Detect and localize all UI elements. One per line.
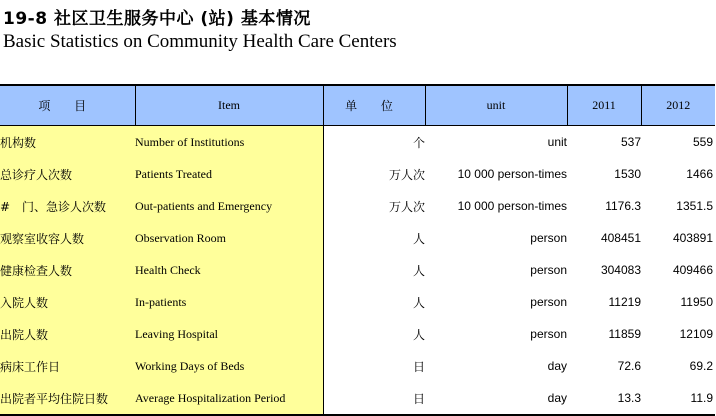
row-value-2011: 1530 <box>614 167 641 181</box>
row-unit-chinese: 日 <box>412 359 425 374</box>
table-header-row <box>0 85 715 126</box>
row-unit-chinese: 日 <box>323 382 425 415</box>
row-unit-english: person <box>530 327 567 341</box>
row-unit-english: day <box>425 382 567 415</box>
row-value-2011: 72.6 <box>617 359 641 373</box>
table-row <box>0 382 715 415</box>
row-name-english: Leaving Hospital <box>135 318 323 350</box>
row-unit-chinese: 万人次 <box>388 199 425 214</box>
table-row <box>0 126 715 159</box>
row-name-chinese: 出院人数 <box>0 318 135 350</box>
row-value-2011: 13.3 <box>567 382 641 415</box>
table-row <box>0 318 715 350</box>
row-name-chinese: # 门、急诊人次数 <box>0 190 135 222</box>
row-value-2012: 12109 <box>679 327 713 341</box>
row-name-english: Observation Room <box>135 222 323 254</box>
row-unit-chinese: 人 <box>412 327 425 342</box>
row-unit-chinese: 人 <box>412 295 425 310</box>
row-value-2011: 408451 <box>600 231 641 245</box>
row-value-2012: 1351.5 <box>676 199 713 213</box>
header-year-2012: 2012 <box>641 85 715 126</box>
row-name-chinese: 观察室收容人数 <box>0 222 135 254</box>
header-unit-chinese: 单 位 <box>323 85 425 126</box>
row-value-2011: 537 <box>620 135 641 149</box>
row-name-english: Average Hospitalization Period <box>135 382 323 415</box>
row-name-english: Health Check <box>135 254 323 286</box>
row-unit-english: person <box>530 231 567 245</box>
row-unit-english: person <box>530 263 567 277</box>
row-name-english: In-patients <box>135 286 323 318</box>
header-unit-english: unit <box>425 85 567 126</box>
row-value-2012: 11.9 <box>641 382 715 415</box>
row-value-2011: 11219 <box>608 295 641 309</box>
row-name-chinese: 入院人数 <box>0 286 135 318</box>
table-row <box>0 350 715 382</box>
row-name-english: Out-patients and Emergency <box>135 190 323 222</box>
table-row <box>0 190 715 222</box>
row-name-english: Number of Institutions <box>135 126 323 159</box>
page-title-english: Basic Statistics on Community Health Care Centers <box>3 31 397 52</box>
row-unit-english: day <box>547 359 567 373</box>
row-name-english: Working Days of Beds <box>135 350 323 382</box>
statistics-table <box>0 84 715 416</box>
table-body <box>0 126 715 416</box>
row-unit-english: person <box>530 295 567 309</box>
row-value-2011: 304083 <box>600 263 641 277</box>
row-name-chinese: 出院者平均住院日数 <box>0 382 135 415</box>
row-unit-chinese: 万人次 <box>388 167 425 182</box>
row-value-2012: 11950 <box>680 295 713 309</box>
row-value-2012: 403891 <box>672 231 713 245</box>
row-name-english: Patients Treated <box>135 158 323 190</box>
row-value-2012: 409466 <box>672 263 713 277</box>
header-year-2011: 2011 <box>567 85 641 126</box>
row-unit-chinese: 人 <box>412 231 425 246</box>
table-row <box>0 158 715 190</box>
row-unit-english: 10 000 person-times <box>457 167 567 181</box>
page-title-chinese: 19-8 社区卫生服务中心 (站) 基本情况 <box>3 9 311 29</box>
table-row <box>0 286 715 318</box>
row-name-chinese: 病床工作日 <box>0 350 135 382</box>
row-value-2012: 69.2 <box>689 359 713 373</box>
table-row <box>0 222 715 254</box>
row-value-2011: 1176.3 <box>605 199 641 213</box>
header-item-english: Item <box>135 85 323 126</box>
table-row <box>0 254 715 286</box>
row-unit-english: 10 000 person-times <box>457 199 567 213</box>
row-value-2011: 11859 <box>608 327 641 341</box>
row-name-chinese: 健康检查人数 <box>0 254 135 286</box>
row-value-2012: 1466 <box>686 167 713 181</box>
row-name-chinese: 总诊疗人次数 <box>0 158 135 190</box>
row-value-2012: 559 <box>692 135 713 149</box>
row-unit-chinese: 个 <box>412 135 425 150</box>
row-name-chinese: 机构数 <box>0 126 135 159</box>
row-unit-chinese: 人 <box>412 263 425 278</box>
header-item-chinese: 项 目 <box>0 85 135 126</box>
row-unit-english: unit <box>547 135 567 149</box>
